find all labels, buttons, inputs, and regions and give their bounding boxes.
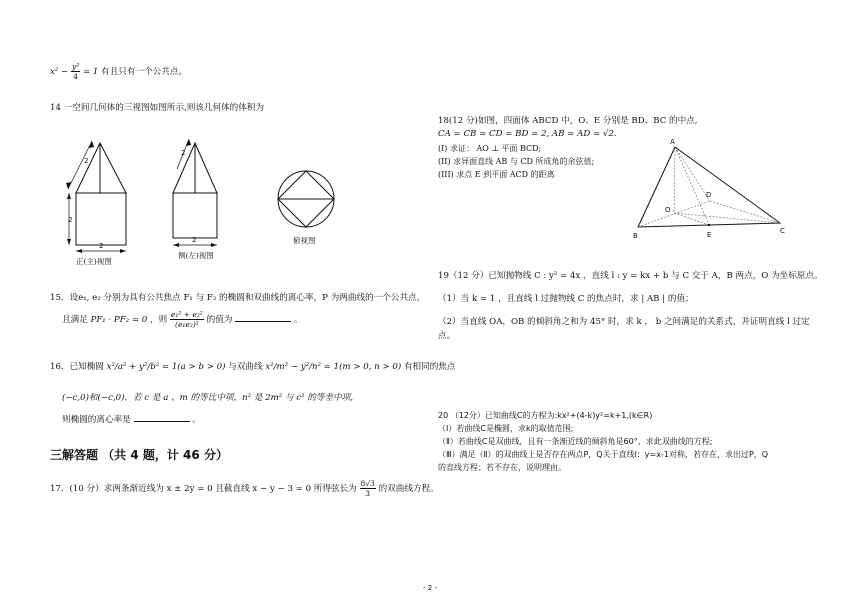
q17-pre: 17．(10 分）求两条渐近线为 x ± 2y = 0 且截直线 x − y − 3 = 0 所得弦长为 — [50, 484, 357, 494]
q16-post: 有相同的焦点 — [403, 362, 456, 372]
q16-ellipse-eq: x²/a² + y²/b² = 1(a > b > 0) — [106, 362, 226, 372]
q16-line2: (−c,0)和(−c,0)，若 c 是 a 、m 的等比中项，n² 是 2m² 与 c² 的等差中项， — [62, 393, 359, 403]
q18-line4: (II) 求异面直线 AB 与 CD 所成角的余弦值; — [438, 157, 595, 166]
front-view-caption: 正(主)视图 — [76, 257, 112, 266]
front-width-dim: 2 — [99, 242, 104, 250]
q15-answer-blank[interactable] — [235, 312, 291, 322]
q17-line — [50, 478, 439, 500]
page-number: - 2 - — [423, 584, 437, 592]
q13-tail-line: x² − $\frac{\text{y²}}{4}$ = 1 有且只有一个公共点。 — [50, 62, 188, 81]
side-view-caption: 侧(左)视图 — [178, 251, 214, 260]
q17-post: 的双曲线方程。 — [378, 484, 439, 494]
q15-fraction — [170, 310, 204, 329]
section-title: 三解答题 （共 4 题，计 46 分） — [50, 448, 228, 462]
vertex-c-label: C — [780, 227, 785, 235]
q15-frac-num: e₁² + e₂² — [170, 310, 203, 319]
q19-line3: （2）当直线 OA，OB 的倾斜角之和为 45° 时，求 k ， b 之间满足的关系式，并证明直线 l 过定 — [438, 317, 810, 327]
side-view-diagram — [165, 125, 235, 265]
side-slant-dim: 2 — [181, 149, 186, 157]
q16-end: 。 — [192, 415, 201, 425]
q15-line2 — [62, 309, 303, 331]
q17-frac-den: 3 — [365, 489, 371, 498]
q14-text: 14 一空间几何体的三视图如图所示,则该几何体的体积为 — [50, 103, 265, 113]
q19-line4: 点。 — [438, 331, 456, 341]
vertex-a-label: A — [670, 138, 675, 146]
q17-frac-num: 8√3 — [360, 479, 375, 488]
q16-mid: 与双曲线 — [228, 362, 263, 372]
point-o-label: O — [665, 206, 671, 214]
q20-line3: （Ⅱ）若曲线C是双曲线，且有一条渐近线的倾斜角是60°，求此双曲线的方程; — [438, 437, 713, 446]
side-width-dim: 2 — [192, 236, 197, 244]
q15-mid: ，则 — [149, 315, 168, 325]
q17-fraction — [360, 479, 376, 498]
q18-line3: (I) 求证： AO ⊥ 平面 BCD; — [438, 144, 542, 153]
q16-line3 — [62, 412, 201, 426]
q16-pre: 16．已知椭圆 — [50, 362, 104, 372]
point-e-label: E — [707, 231, 712, 239]
q13-equation: x² − — [50, 67, 69, 77]
q15-line1: 15．设e₁, e₂ 分别为具有公共焦点 F₁ 与 F₂ 的椭圆和双曲线的离心率，P 为两曲线的一个公共点， — [50, 293, 426, 303]
tetrahedron-diagram — [630, 135, 790, 245]
q15-frac-den: (e₁e₂)² — [175, 320, 199, 329]
q13-fraction: $\frac{\text{y²}}{4}$ — [71, 62, 80, 81]
q20-line4: （Ⅲ）满足（Ⅱ）的双曲线上是否存在两点P，Q关于直线l：y=x-1对称，若存在，求出过P，Q — [438, 450, 769, 459]
q15-pre: 且满足 — [62, 315, 88, 325]
q19-line1: 19（12 分）已知抛物线 C : y² = 4x ，直线 l : y = kx + b 与 C 交于 A，B 两点，O 为坐标原点。 — [438, 271, 823, 281]
q18-line2: CA = CB = CD = BD = 2, AB = AD = √2. — [438, 129, 617, 139]
top-view-diagram — [277, 170, 337, 230]
q16-answer-blank[interactable] — [134, 412, 190, 422]
q15-post: 的值为 — [206, 315, 233, 325]
q18-line5: (III) 求点 E 到平面 ACD 的距离 — [438, 170, 555, 179]
q16-line1 — [50, 357, 456, 377]
q15-condition: PF₁ · PF₂ = 0 — [90, 315, 148, 325]
vertex-d-label: D — [706, 191, 712, 199]
q18-line1: 18(12 分)如图，四面体 ABCD 中，O、E 分别是 BD、BC 的中点, — [438, 116, 698, 126]
front-slant-dim: 2 — [84, 157, 89, 165]
q16-prompt: 则椭圆的离心率是 — [62, 415, 131, 425]
front-height-dim: 2 — [68, 216, 73, 224]
front-view-diagram — [60, 125, 145, 265]
top-view-caption: 俯视图 — [293, 236, 316, 245]
q15-end: 。 — [293, 315, 303, 325]
q20-line1: 20 （12分）已知曲线C的方程为:kx²+(4-k)y²=k+1,(k∈R) — [438, 411, 653, 420]
vertex-b-label: B — [633, 232, 638, 240]
q20-line5: 的直线方程；若不存在，说明理由。 — [438, 463, 566, 472]
q13-tail-text: 有且只有一个公共点。 — [101, 67, 188, 77]
q19-line2: （1）当 k = 1 ，且直线 l 过抛物线 C 的焦点时，求 | AB | 的值； — [438, 294, 694, 304]
q16-hyperbola-eq: x²/m² − y²/n² = 1(m > 0, n > 0) — [265, 362, 402, 372]
q20-line2: （Ⅰ）若曲线C是椭圆，求k的取值范围; — [438, 424, 574, 433]
